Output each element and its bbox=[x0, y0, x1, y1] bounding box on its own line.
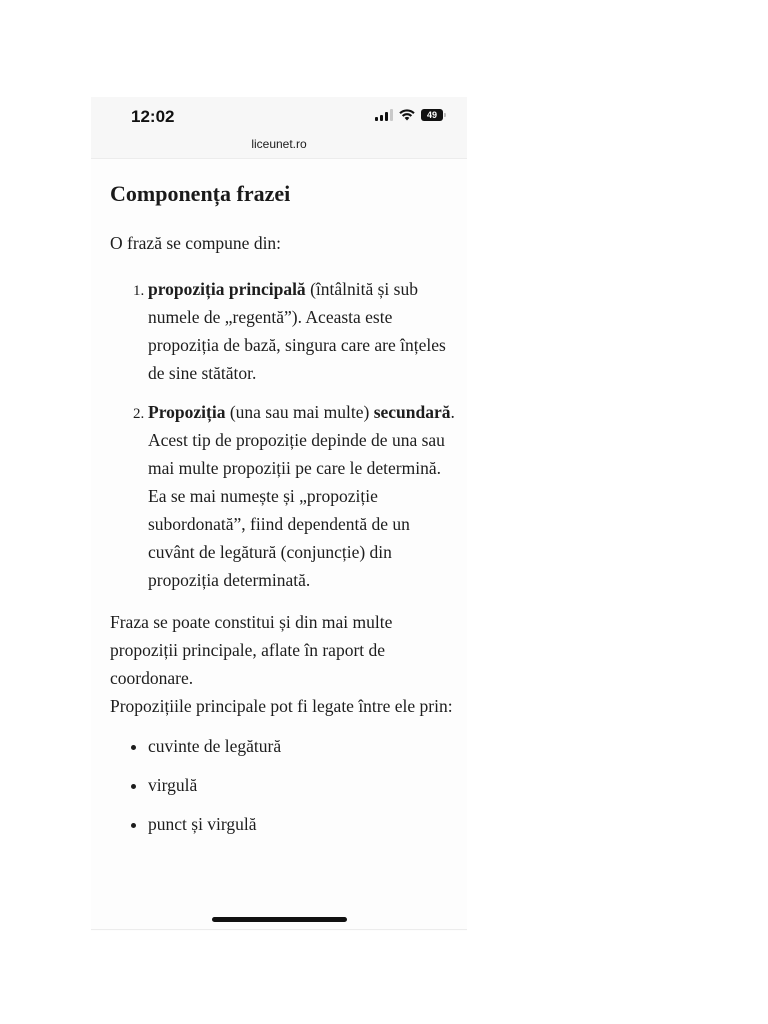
item-text: (una sau mai multe) bbox=[225, 402, 374, 422]
wifi-icon bbox=[399, 109, 415, 121]
divider bbox=[91, 158, 467, 159]
status-time: 12:02 bbox=[131, 107, 175, 126]
cellular-signal-icon bbox=[375, 109, 393, 121]
list-item: • punct și virgulă bbox=[148, 810, 456, 838]
item-text: . Acest tip de propoziție depinde de una sau mai multe propoziții pe care le determină. Ea se mai numește și „propoziție subordonată”, fiind dependentă de un cuvânt de legătură (conjuncție) din propoziția determinată. bbox=[148, 402, 455, 590]
bold-term: secundară bbox=[373, 402, 451, 422]
list-item bbox=[148, 275, 456, 387]
battery-icon: 49 bbox=[421, 109, 443, 121]
list-item: • virgulă bbox=[148, 771, 456, 799]
address-bar-url[interactable]: liceunet.ro bbox=[251, 137, 307, 151]
bullet-list bbox=[110, 732, 456, 838]
article-content bbox=[110, 179, 456, 849]
article-title: Componența frazei bbox=[110, 181, 291, 206]
bold-term: propoziția principală bbox=[148, 279, 306, 299]
paragraph: Fraza se poate constitui și din mai multe propoziții principale, aflate în raport de coordonare. bbox=[110, 612, 393, 688]
intro-text: O frază se compune din: bbox=[110, 233, 282, 253]
list-item bbox=[148, 398, 456, 594]
status-icons bbox=[375, 109, 443, 121]
divider bbox=[91, 929, 467, 930]
home-indicator[interactable] bbox=[212, 917, 347, 922]
status-bar bbox=[91, 97, 467, 159]
phone-screen bbox=[91, 97, 467, 931]
ordered-list bbox=[110, 275, 456, 594]
paragraph: Propozițiile principale pot fi legate între ele prin: bbox=[110, 696, 453, 716]
item-text: (întâlnită și sub numele de „regentă”). Aceasta este propoziția de bază, singura care are înțeles de sine stătător. bbox=[148, 279, 446, 383]
list-item: • cuvinte de legătură bbox=[148, 732, 456, 760]
bold-term: Propoziția bbox=[148, 402, 226, 422]
